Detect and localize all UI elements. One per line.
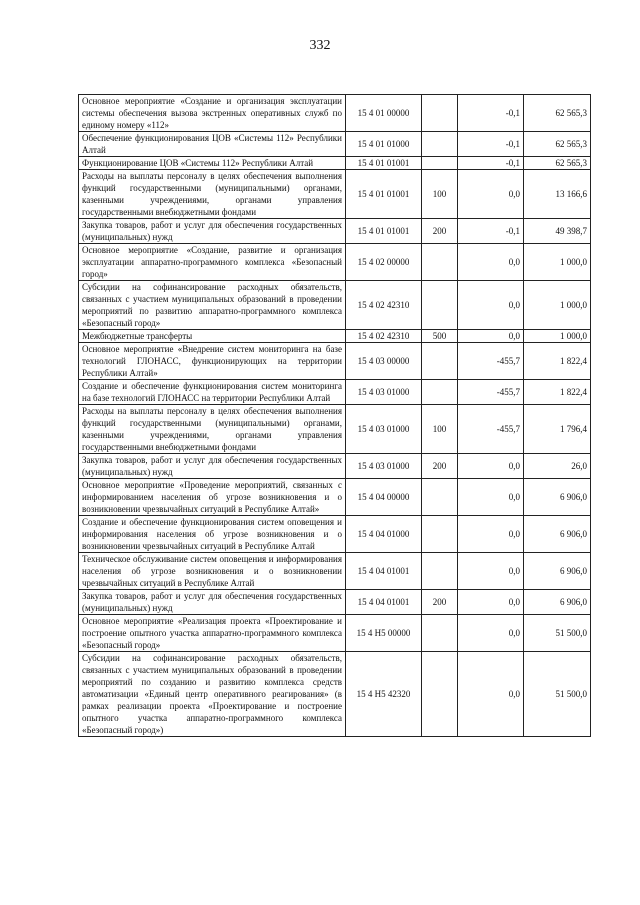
row-total: 6 906,0 xyxy=(524,553,591,590)
row-code: 15 4 01 01001 xyxy=(346,157,422,170)
row-code: 15 4 02 00000 xyxy=(346,244,422,281)
row-change: 0,0 xyxy=(458,516,524,553)
table-row xyxy=(79,590,591,615)
row-code: 15 4 03 00000 xyxy=(346,343,422,380)
row-change: -0,1 xyxy=(458,132,524,157)
row-expense-type xyxy=(422,380,458,405)
row-code: 15 4 01 01001 xyxy=(346,219,422,244)
row-name: Субсидии на софинансирование расходных обязательств, связанных с участием муниципальных образований в проведении мероприятий по созданию и развитию комплекса средств автоматизации «Единый центр оперативного реагирования» (в рамках реализации проекта «Проектирование и построение опытного участка аппаратно-программного комплекса «Безопасный город») xyxy=(79,652,346,737)
row-change: 0,0 xyxy=(458,590,524,615)
row-name: Основное мероприятие «Создание и организация эксплуатации системы обеспечения вызова экстренных оперативных служб по единому номеру «112» xyxy=(79,95,346,132)
row-code: 15 4 01 00000 xyxy=(346,95,422,132)
row-name: Основное мероприятие «Реализация проекта «Проектирование и построение опытного участка аппаратно-программного комплекса «Безопасный город» xyxy=(79,615,346,652)
row-name: Расходы на выплаты персоналу в целях обеспечения выполнения функций государственными (муниципальными) органами, казенными учреждениями, органами управления государственными внебюджетными фондами xyxy=(79,405,346,454)
row-total: 1 796,4 xyxy=(524,405,591,454)
row-total: 51 500,0 xyxy=(524,652,591,737)
row-total: 51 500,0 xyxy=(524,615,591,652)
row-total: 6 906,0 xyxy=(524,516,591,553)
row-expense-type xyxy=(422,244,458,281)
row-name: Техническое обслуживание систем оповещения и информирования населения об угрозе возникновения и о возникновении чрезвычайных ситуаций в Республике Алтай xyxy=(79,553,346,590)
row-total: 6 906,0 xyxy=(524,590,591,615)
row-code: 15 4 02 42310 xyxy=(346,330,422,343)
row-change: 0,0 xyxy=(458,652,524,737)
table-row xyxy=(79,281,591,330)
table-row xyxy=(79,170,591,219)
row-expense-type xyxy=(422,281,458,330)
table-row xyxy=(79,454,591,479)
row-code: 15 4 03 01000 xyxy=(346,380,422,405)
row-code: 15 4 Н5 00000 xyxy=(346,615,422,652)
row-expense-type xyxy=(422,95,458,132)
table-row xyxy=(79,615,591,652)
row-name: Субсидии на софинансирование расходных обязательств, связанных с участием муниципальных образований в проведении мероприятий по развитию аппаратно-программного комплекса «Безопасный город» xyxy=(79,281,346,330)
row-code: 15 4 Н5 42320 xyxy=(346,652,422,737)
row-total: 1 822,4 xyxy=(524,380,591,405)
row-code: 15 4 01 01000 xyxy=(346,132,422,157)
row-change: 0,0 xyxy=(458,454,524,479)
row-code: 15 4 01 01001 xyxy=(346,170,422,219)
row-name: Основное мероприятие «Внедрение систем мониторинга на базе технологий ГЛОНАСС, функционирующих на территории Республики Алтай» xyxy=(79,343,346,380)
row-expense-type xyxy=(422,157,458,170)
row-expense-type xyxy=(422,343,458,380)
row-expense-type: 100 xyxy=(422,405,458,454)
table-row xyxy=(79,95,591,132)
row-name: Функционирование ЦОВ «Системы 112» Республики Алтай xyxy=(79,157,346,170)
row-total: 49 398,7 xyxy=(524,219,591,244)
row-total: 62 565,3 xyxy=(524,157,591,170)
table-row xyxy=(79,652,591,737)
row-change: -0,1 xyxy=(458,157,524,170)
row-code: 15 4 04 01001 xyxy=(346,553,422,590)
row-total: 13 166,6 xyxy=(524,170,591,219)
table-row xyxy=(79,244,591,281)
row-change: 0,0 xyxy=(458,553,524,590)
row-name: Основное мероприятие «Создание, развитие и организация эксплуатации аппаратно-программного комплекса «Безопасный город» xyxy=(79,244,346,281)
row-expense-type xyxy=(422,132,458,157)
row-change: 0,0 xyxy=(458,281,524,330)
row-change: -455,7 xyxy=(458,405,524,454)
row-total: 1 000,0 xyxy=(524,330,591,343)
table-row xyxy=(79,479,591,516)
table-row xyxy=(79,405,591,454)
table-row xyxy=(79,219,591,244)
row-expense-type: 200 xyxy=(422,454,458,479)
row-expense-type xyxy=(422,479,458,516)
row-name: Закупка товаров, работ и услуг для обеспечения государственных (муниципальных) нужд xyxy=(79,590,346,615)
row-expense-type: 200 xyxy=(422,590,458,615)
row-expense-type: 100 xyxy=(422,170,458,219)
row-total: 26,0 xyxy=(524,454,591,479)
row-code: 15 4 04 00000 xyxy=(346,479,422,516)
row-expense-type xyxy=(422,516,458,553)
row-total: 6 906,0 xyxy=(524,479,591,516)
row-change: -0,1 xyxy=(458,95,524,132)
row-name: Основное мероприятие «Проведение мероприятий, связанных с информированием населения об угрозе возникновения и о возникновении чрезвычайных ситуаций в Республике Алтай» xyxy=(79,479,346,516)
table-row xyxy=(79,157,591,170)
row-expense-type xyxy=(422,615,458,652)
row-expense-type: 200 xyxy=(422,219,458,244)
row-code: 15 4 02 42310 xyxy=(346,281,422,330)
row-name: Закупка товаров, работ и услуг для обеспечения государственных (муниципальных) нужд xyxy=(79,454,346,479)
row-name: Межбюджетные трансферты xyxy=(79,330,346,343)
row-expense-type xyxy=(422,652,458,737)
table-row xyxy=(79,516,591,553)
row-change: 0,0 xyxy=(458,330,524,343)
row-code: 15 4 04 01000 xyxy=(346,516,422,553)
row-name: Создание и обеспечение функционирования систем оповещения и информирования населения об угрозе возникновения и о возникновении чрезвычайных ситуаций в Республике Алтай xyxy=(79,516,346,553)
row-name: Закупка товаров, работ и услуг для обеспечения государственных (муниципальных) нужд xyxy=(79,219,346,244)
row-expense-type: 500 xyxy=(422,330,458,343)
row-name: Обеспечение функционирования ЦОВ «Системы 112» Республики Алтай xyxy=(79,132,346,157)
row-change: -455,7 xyxy=(458,380,524,405)
row-name: Расходы на выплаты персоналу в целях обеспечения выполнения функций государственными (муниципальными) органами, казенными учреждениями, органами управления государственными внебюджетными фондами xyxy=(79,170,346,219)
table-row xyxy=(79,380,591,405)
row-code: 15 4 03 01000 xyxy=(346,405,422,454)
row-code: 15 4 04 01001 xyxy=(346,590,422,615)
row-total: 1 000,0 xyxy=(524,281,591,330)
row-total: 62 565,3 xyxy=(524,95,591,132)
row-change: 0,0 xyxy=(458,615,524,652)
row-total: 62 565,3 xyxy=(524,132,591,157)
row-change: -455,7 xyxy=(458,343,524,380)
row-name: Создание и обеспечение функционирования систем мониторинга на базе технологий ГЛОНАСС на территории Республики Алтай xyxy=(79,380,346,405)
row-change: 0,0 xyxy=(458,479,524,516)
row-total: 1 822,4 xyxy=(524,343,591,380)
row-change: 0,0 xyxy=(458,170,524,219)
row-change: -0,1 xyxy=(458,219,524,244)
table-row xyxy=(79,330,591,343)
budget-table xyxy=(78,94,591,737)
table-row xyxy=(79,553,591,590)
budget-table-body xyxy=(79,95,591,737)
row-change: 0,0 xyxy=(458,244,524,281)
row-code: 15 4 03 01000 xyxy=(346,454,422,479)
row-expense-type xyxy=(422,553,458,590)
page-number: 332 xyxy=(309,38,331,53)
row-total: 1 000,0 xyxy=(524,244,591,281)
table-row xyxy=(79,132,591,157)
table-row xyxy=(79,343,591,380)
